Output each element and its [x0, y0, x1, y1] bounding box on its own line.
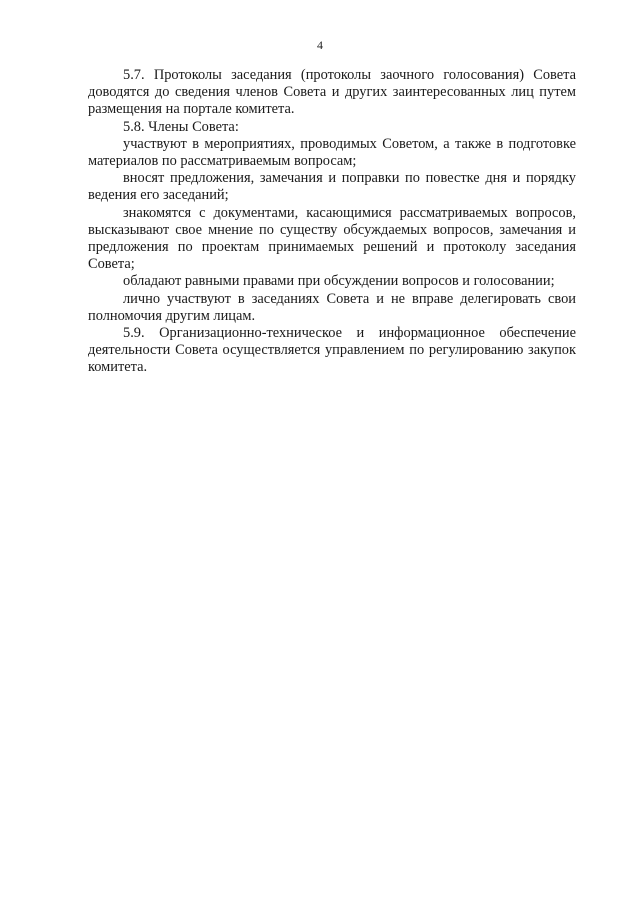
paragraph-5-8-heading: 5.8. Члены Совета: — [123, 118, 239, 135]
paragraph-5-8-item-equal-rights: обладают равными правами при обсуждении вопросов и голосовании; — [123, 273, 555, 290]
paragraph-5-8-item-proposals: вносят предложения, замечания и поправки по повестке дня и порядку ведения его заседаний; — [88, 170, 576, 204]
document-body — [88, 67, 576, 377]
paragraph-5-8-item-documents: знакомятся с документами, касающимися рассматриваемых вопросов, высказывают свое мнение по существу обсуждаемых вопросов, замечания и предложения по проектам принимаемых решений и протоколу заседания Совета; — [88, 204, 576, 273]
paragraph-5-8-item-personal-participation: лично участвуют в заседаниях Совета и не вправе делегировать свои полномочия другим лицам. — [88, 290, 576, 324]
paragraph-5-7: 5.7. Протоколы заседания (протоколы заочного голосования) Совета доводятся до сведения членов Совета и других заинтересованных лиц путем размещения на портале комитета. — [88, 67, 576, 118]
paragraph-5-8-item-participate: участвуют в мероприятиях, проводимых Советом, а также в подготовке материалов по рассматриваемым вопросам; — [88, 135, 576, 170]
page-number: 4 — [317, 38, 323, 52]
paragraph-5-9: 5.9. Организационно-техническое и информационное обеспечение деятельности Совета осуществляется управлением по регулированию закупок комитета. — [88, 325, 576, 376]
